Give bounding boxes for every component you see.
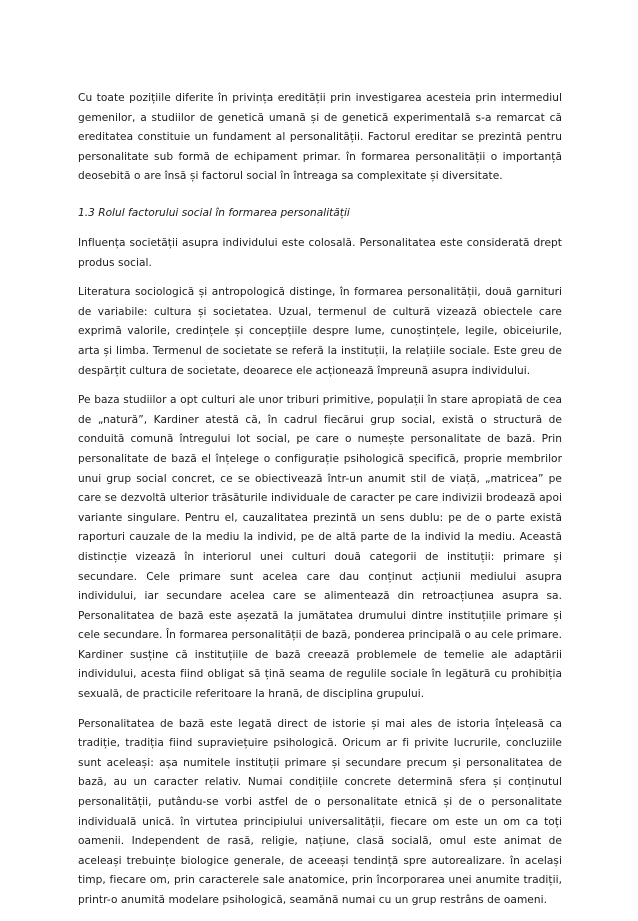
section-body <box>78 234 562 921</box>
body-paragraph-1: Influența societății asupra individului este colosală. Personalitatea este considerată drept produs social. <box>78 237 562 269</box>
document-page <box>78 89 562 906</box>
intro-paragraph: Cu toate pozițiile diferite în privința eredității prin investigarea acesteia prin intermediul gemenilor, a studiilor de genetică umană și de genetică experimentală s-a remarcat că ereditatea constituie un fundament al personalității. Factorul ereditar se prezintă pentru personalitate sub formă de echipament primar. în formarea personalității o importanță deosebită o are însă și factorul social în întreaga sa complexitate și diversitate. <box>78 92 562 183</box>
body-paragraph-3: Pe baza studiilor a opt culturi ale unor triburi primitive, populații în stare apropiată de cea de „natură”, Kardiner atestă că, în cadrul fiecărui grup social, există o structură de conduită comună întregului lot social, pe care o numește personalitate de bază. Prin personalitate de bază el înțelege o configurație psihologică specifică, proprie membrilor unui grup social concret, ce se obiectivează într-un anumit stil de viață, „matricea” pe care se dezvoltă ulterior trăsăturile individuale de caracter pe care indivizii brodează apoi variante singulare. Pentru el, cauzalitatea prezintă un sens dublu: pe de o parte există raporturi cauzale de la mediu la individ, pe de altă parte de la individ la mediu. Această distincție vizează în interiorul unei culturi două categorii de instituții: primare și secundare. Cele primare sunt acelea care dau conținut acțiunii mediului asupra individului, iar secundare acelea care se alimentează din retroacțiunea asupra sa. Personalitatea de bază este așezată la jumătatea drumului dintre instituțiile primare și cele secundare. În formarea personalității de bază, ponderea principală o au cele primare. Kardiner susține că instituțiile de bază creează problemele de temelie ale adaptării individului, acesta fiind obligat să țină seama de regulile sociale în legătură cu prohibiția sexuală, de practicile referitoare la hrană, de disciplina grupului. <box>78 394 562 701</box>
body-paragraph-2: Literatura sociologică și antropologică distinge, în formarea personalității, două garnituri de variabile: cultura și societatea. Uzual, termenul de cultură vizează obiectele care exprimă valorile, credințele și concepțiile despre lume, cunoștințele, legile, obiceiurile, arta și limba. Termenul de societate se referă la instituții, la relațiile sociale. Este greu de despărțit cultura de societate, deoarece ele acționează împreună asupra individului. <box>78 286 562 377</box>
section-heading: 1.3 Rolul factorului social în formarea personalității <box>78 207 350 219</box>
body-paragraph-4: Personalitatea de bază este legată direct de istorie și mai ales de istoria înțeleasă ca tradiție, tradiția fiind supraviețuire psihologică. Oricum ar fi privite lucrurile, concluziile sunt aceleași: așa numitele instituții primare și secundare precum și personalitatea de bază, au un caracter relativ. Numai condițiile concrete determină sfera și conținutul personalității, putându-se vorbi astfel de o personalitate etnică și de o personalitate individuală unică. în virtutea principiului universalității, fiecare om este un om ca toți oamenii. Independent de rasă, religie, națiune, clasă socială, omul este animat de aceleași trebuințe biologice generale, de aceeași tendință spre autorealizare. în același timp, fiecare om, prin caracterele sale anatomice, prin încorporarea unei anumite tradiții, printr-o anumită modelare psihologică, seamănă numai cu un grup restrâns de oameni. <box>78 717 562 906</box>
